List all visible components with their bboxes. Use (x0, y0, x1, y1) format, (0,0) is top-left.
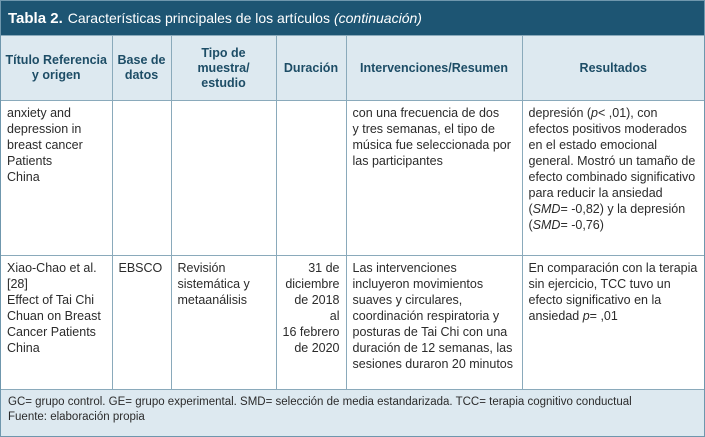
footnote-source: Fuente: elaboración propia (8, 411, 145, 423)
row1-title-cell: anxiety and depression in breast cancer Patients China (1, 101, 112, 256)
row2-sample-cell: Revisión sistemática y metaanálisis (171, 256, 276, 390)
footnote-abbreviations: GC= grupo control. GE= grupo experimental. SMD= selección de media estandarizada. TCC= terapia cognitivo conductual (8, 396, 632, 408)
header-title-reference-origin: Título Referencia y origen (1, 36, 112, 101)
header-interventions: Intervenciones/Resumen (346, 36, 522, 101)
row2-duration-cell: 31 de diciembre de 2018 al 16 febrero de 2020 (276, 256, 346, 390)
row1-sample-cell (171, 101, 276, 256)
row2-database-cell: EBSCO (112, 256, 171, 390)
header-row (1, 36, 704, 101)
header-results: Resultados (522, 36, 704, 101)
header-sample-type: Tipo de muestra/ estudio (171, 36, 276, 101)
articles-table (1, 35, 704, 390)
row1-interventions-cell: con una frecuencia de dos y tres semanas, el tipo de música fue seleccionada por las participantes (346, 101, 522, 256)
header-database: Base de datos (112, 36, 171, 101)
table-number: Tabla 2. (8, 9, 63, 27)
row2-results-cell: En comparación con la terapia sin ejercicio, TCC tuvo un efecto significativo en la ansiedad p= ,01 (522, 256, 704, 390)
table-title: Características principales de los artículos (67, 10, 330, 26)
row1-results-cell: depresión (p< ,01), con efectos positivos moderados en el estado emocional general. Mostró un tamaño de efecto combinado significativo para reducir la ansiedad (SMD= -0,82) y la depresión (SMD= -0,76) (522, 101, 704, 256)
table-row (1, 101, 704, 256)
table-row (1, 256, 704, 390)
row2-interventions-cell: Las intervenciones incluyeron movimientos suaves y circulares, coordinación respiratoria y posturas de Tai Chi con una duración de 12 semanas, las sesiones duraron 20 minutos (346, 256, 522, 390)
table-footnote (1, 390, 704, 430)
table-title-bar (1, 1, 704, 35)
header-duration: Duración (276, 36, 346, 101)
row1-database-cell (112, 101, 171, 256)
row1-duration-cell (276, 101, 346, 256)
table-title-suffix: (continuación) (333, 10, 422, 26)
row2-title-cell: Xiao-Chao et al. [28] Effect of Tai Chi Chuan on Breast Cancer Patients China (1, 256, 112, 390)
